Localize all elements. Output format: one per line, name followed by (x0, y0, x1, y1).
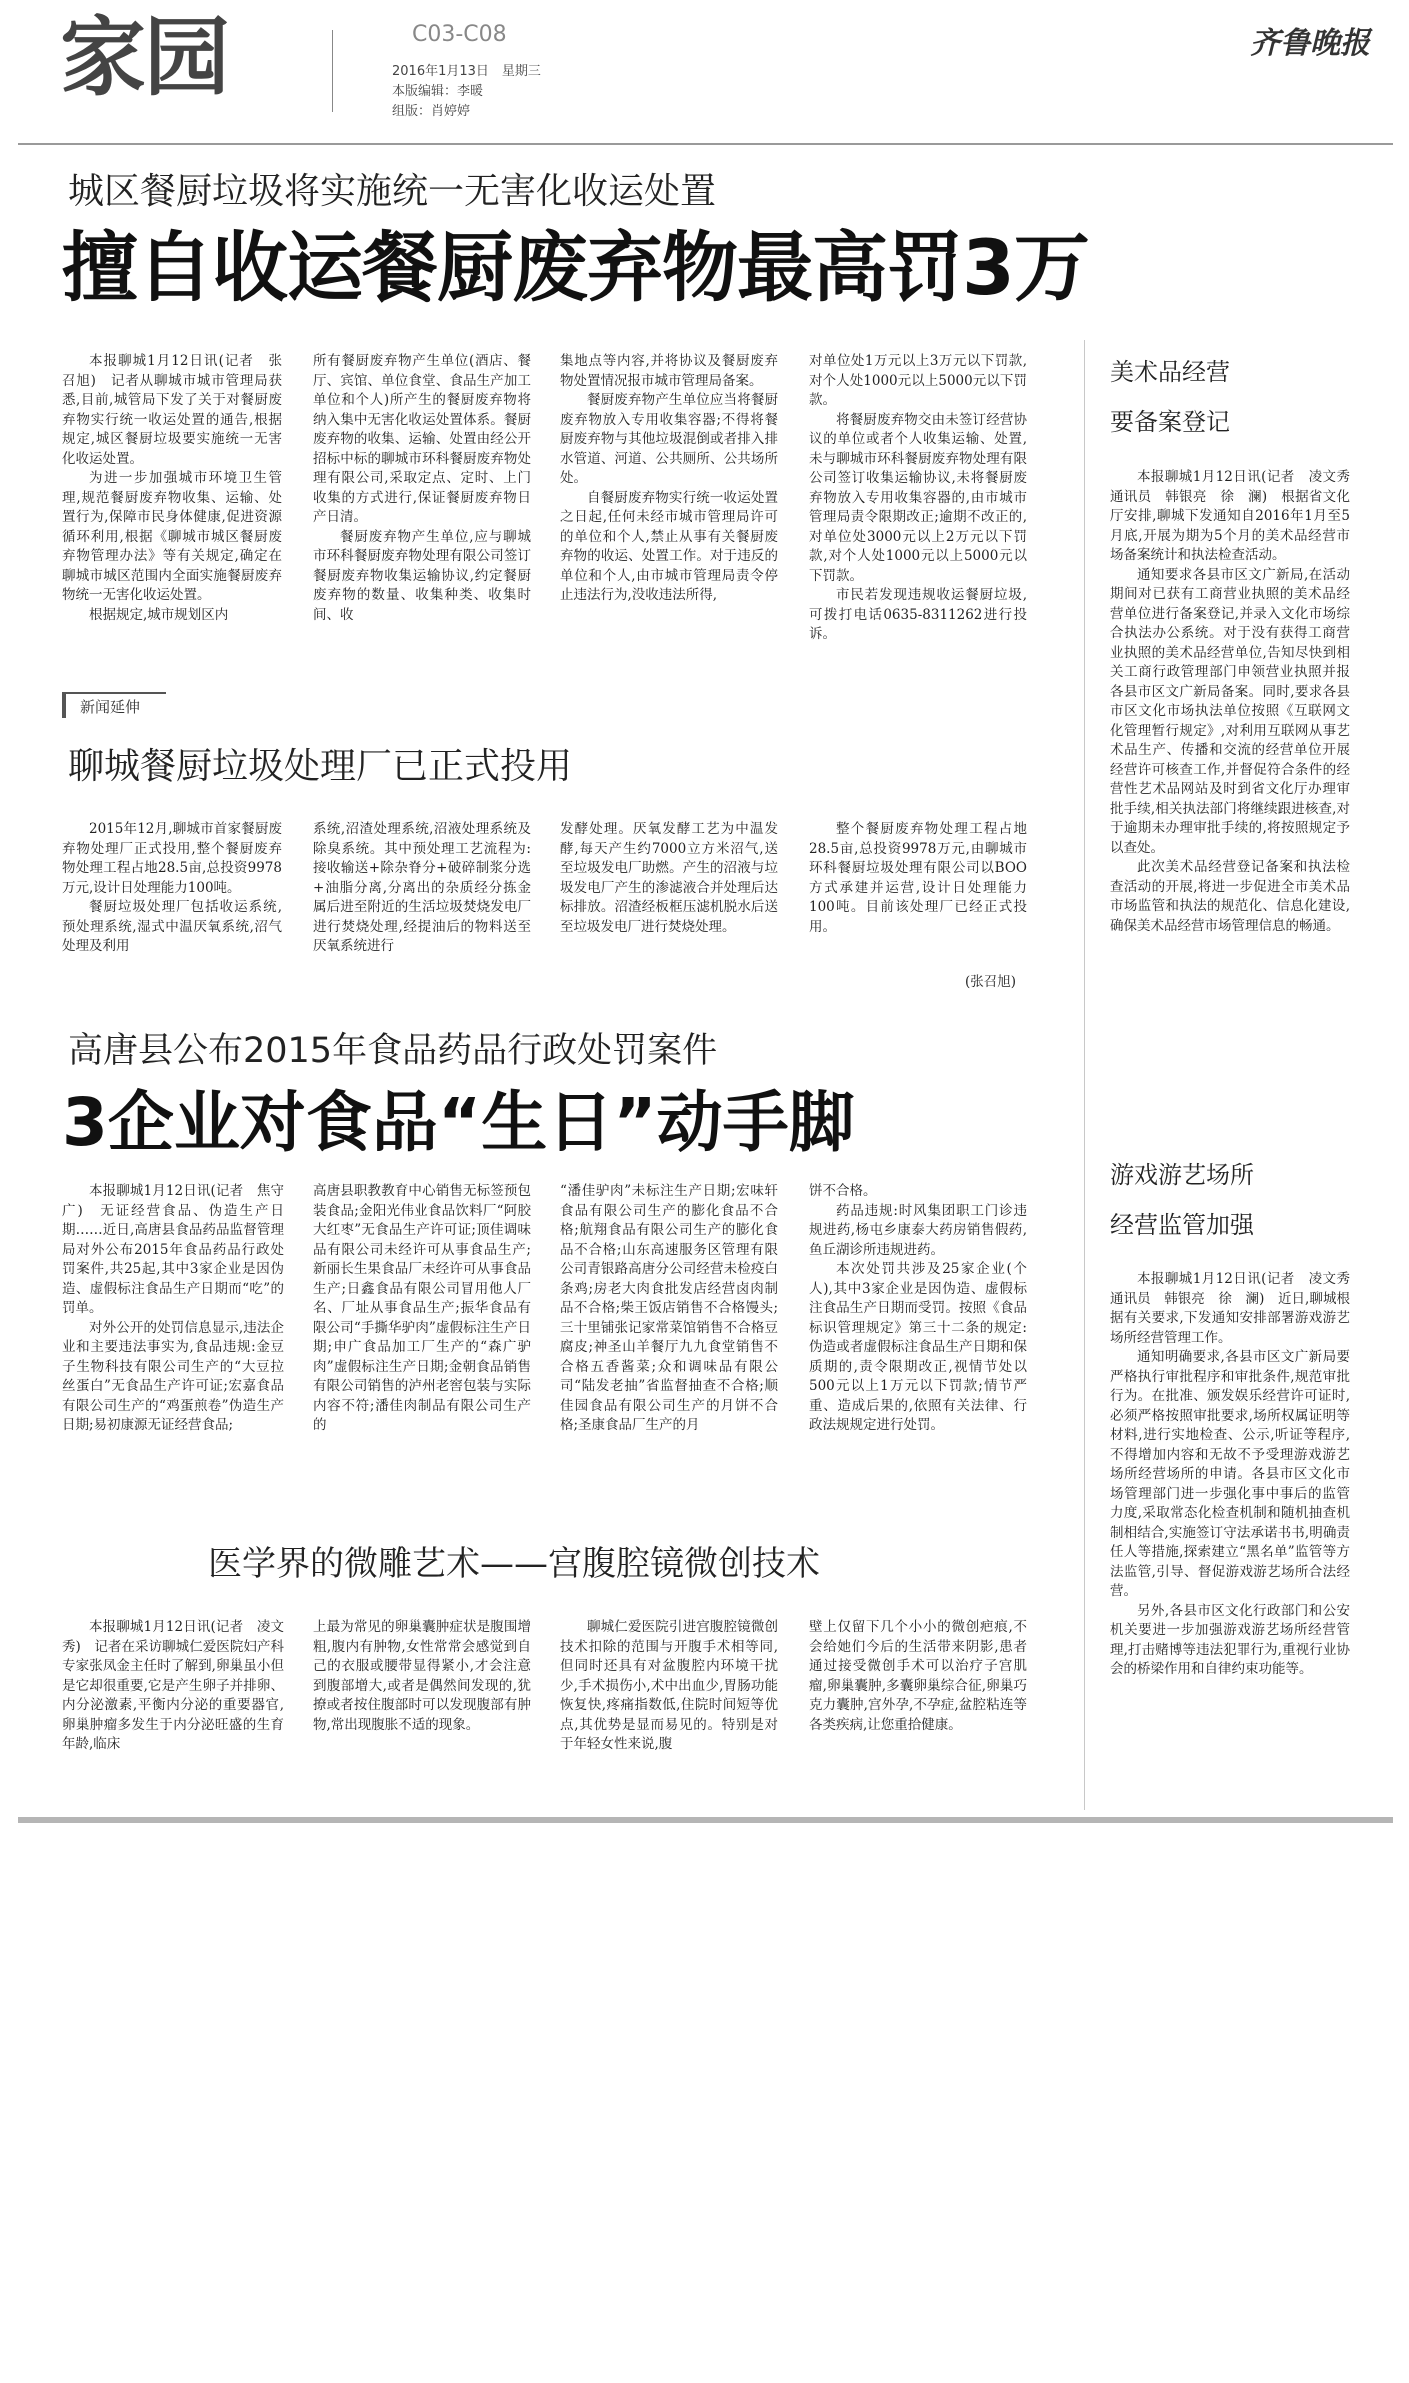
masthead-rule (18, 143, 1393, 145)
paragraph: 自餐厨废弃物实行统一收运处置之日起,任何未经市城市管理局许可的单位和个人,禁止从事有关餐厨废弃物的收运、处置工作。对于违反的单位和个人,由市城市管理局责令停止违法行为,没收违法所得, (560, 489, 778, 603)
story2-column-3 (560, 820, 778, 980)
story3-column-3 (560, 1182, 778, 1522)
sidebar-divider (1084, 340, 1085, 1810)
paragraph: 为进一步加强城市环境卫生管理,规范餐厨废弃物收集、运输、处置行为,保障市民身体健康,促进资源循环利用,根据《聊城市城区餐厨废弃物管理办法》等有关规定,确定在聊城市城区范围内全面实施餐厨废弃物统一无害化收运处置。 (62, 470, 282, 603)
paragraph: 根据规定,城市规划区内 (89, 606, 229, 623)
paragraph: 对单位处1万元以上3万元以下罚款,对个人处1000元以上5000元以下罚款。 (809, 353, 1027, 408)
paragraph: 通知要求各县市区文广新局,在活动期间对已获有工商营业执照的美术品经营单位进行备案登记,并录入文化市场综合执法办公系统。对于没有获得工商营业执照的美术品经营单位,告知尽快到相关工商行政管理部门申领营业执照并报各县市区文广新局备案。同时,要求各县市区文化市场执法单位按照《互联网文化管理暂行规定》,对利用互联网从事艺术品生产、传播和交流的经营单位开展经营许可核查工作,并督促符合条件的经营性艺术品网站及时到省文化厅办理审批手续,相关执法部门将继续跟进核查,对于逾期未办理审批手续的,将按照规定予以查处。 (1110, 566, 1350, 856)
story4-column-2 (313, 1618, 531, 1808)
story3-kicker: 高唐县公布2015年食品药品行政处罚案件 (68, 1031, 718, 1071)
paragraph: 另外,各县市区文化行政部门和公安机关要进一步加强游戏游艺场所经营管理,打击赌博等违法犯罪行为,重视行业协会的桥梁作用和自律约束功能等。 (1110, 1602, 1350, 1677)
paragraph: 高唐县职教教育中心销售无标签预包装食品;金阳光伟业食品饮料厂“阿胶大红枣”无食品生产许可证;顶佳调味品有限公司未经许可从事食品生产;新丽长生果食品厂未经许可从事食品生产;日鑫食品有限公司冒用他人厂名、厂址从事食品生产;振华食品有限公司“手撕华驴肉”虚假标注生产日期;申广食品加工厂生产的“森广驴肉”虚假标注生产日期;金朝食品销售有限公司销售的泸州老窖包装与实际内容不符;潘佳肉制品有限公司生产的 (313, 1183, 531, 1433)
story2-byline: (张召旭) (965, 974, 1017, 990)
paragraph: 本报聊城1月12日讯(记者 凌文秀 通讯员 韩银亮 徐 澜) 根据省文化厅安排,聊城下发通知自2016年1月至5月底,开展为期为5个月的美术品经营市场备案统计和执法检查活动。 (1110, 469, 1364, 563)
side2-headline-line2: 经营监管加强 (1110, 1211, 1254, 1239)
paragraph: 本报聊城1月12日讯(记者 凌文秀) 记者在采访聊城仁爱医院妇产科专家张凤金主任时了解到,卵巢虽小但是它却很重要,它是产生卵子并排卵、内分泌激素,平衡内分泌的重要器官,卵巢肿瘤多发生于内分泌旺盛的生育年龄,临床 (62, 1619, 284, 1752)
side2-body (1110, 1270, 1364, 1800)
story3-headline: 3企业对食品“生日”动手脚 (62, 1084, 855, 1161)
paragraph: 所有餐厨废弃物产生单位(酒店、餐厅、宾馆、单位食堂、食品生产加工单位和个人)所产生的餐厨废弃物将纳入集中无害化收运处置体系。餐厨废弃物的收集、运输、处置由经公开招标中标的聊城市环科餐厨废弃物处理有限公司,采取定点、定时、上门收集的方式进行,保证餐厨废弃物日产日清。 (313, 353, 531, 525)
story3-column-1 (62, 1182, 284, 1522)
paragraph: 对外公开的处罚信息显示,违法企业和主要违法事实为,食品违规:金豆子生物科技有限公司生产的“大豆拉丝蛋白”无食品生产许可证;宏嘉食品有限公司生产的“鸡蛋煎卷”伪造生产日期;易初康源无证经营食品; (62, 1319, 284, 1433)
paragraph: 餐厨废弃物产生单位,应与聊城市环科餐厨废弃物处理有限公司签订餐厨废弃物收集运输协议,约定餐厨废弃物的数量、收集种类、收集时间、收 (313, 528, 531, 623)
story1-headline: 擅自收运餐厨废弃物最高罚3万 (62, 223, 1089, 312)
layout-line: 组版：肖婷婷 (392, 104, 471, 119)
story1-kicker: 城区餐厨垃圾将实施统一无害化收运处置 (68, 171, 717, 212)
paragraph: 本报聊城1月12日讯(记者 凌文秀 通讯员 韩银亮 徐 澜) 近日,聊城根据有关要求,下发通知安排部署游戏游艺场所经营管理工作。 (1110, 1271, 1364, 1346)
side2-headline-line1: 游戏游艺场所 (1110, 1161, 1254, 1189)
paper-logo: 齐鲁晚报 (1250, 26, 1370, 61)
paragraph: 上最为常见的卵巢囊肿症状是腹围增粗,腹内有肿物,女性常常会感觉到自己的衣服或腰带显得紧小,才会注意到腹部增大,或者是偶然间发现的,犹撩或者按住腹部时可以发现腹部有肿物,常出现腹胀不适的现象。 (313, 1619, 531, 1733)
paragraph: 2015年12月,聊城市首家餐厨废弃物处理厂正式投用,整个餐厨废弃物处理工程占地28.5亩,总投资9978万元,设计日处理能力100吨。 (62, 821, 282, 896)
paragraph: 壁上仅留下几个小小的微创疤痕,不会给她们今后的生活带来阴影,患者通过接受微创手术可以治疗子宫肌瘤,卵巢囊肿,多囊卵巢综合征,卵巢巧克力囊肿,宫外孕,不孕症,盆腔粘连等各类疾病,让您重拾健康。 (809, 1619, 1027, 1733)
paragraph: 本次处罚共涉及25家企业(个人),其中3家企业是因伪造、虚假标注食品生产日期而受罚。按照《食品标识管理规定》第三十二条的规定:伪造或者虚假标注食品生产日期和保质期的,责令限期改正,视情节处以500元以上1万元以下罚款;情节严重、造成后果的,依照有关法律、行政法规规定进行处罚。 (809, 1261, 1027, 1433)
masthead (0, 0, 1409, 150)
section-name: 家园 (60, 8, 228, 108)
story1-column-2 (313, 352, 531, 692)
paragraph: 餐厨垃圾处理厂包括收运系统,预处理系统,湿式中温厌氧系统,沼气处理及利用 (62, 899, 282, 954)
story1-column-4 (809, 352, 1027, 692)
paragraph: 通知明确要求,各县市区文广新局要严格执行审批程序和审批条件,规范审批行为。在批准、颁发娱乐经营许可证时,必须严格按照审批要求,场所权属证明等材料,进行实地检查、公示,听证等程序,不得增加内容和无故不予受理游戏游艺场所经营场所的申请。各县市区文化市场管理部门进一步强化事中事后的监管力度,采取常态化检查机制和随机抽查机制相结合,实施签订守法承诺书书,明确责任人等措施,探索建立“黑名单”监管等方法监管,引导、督促游戏游艺场所合法经营。 (1110, 1349, 1350, 1599)
masthead-divider (332, 30, 333, 112)
editor-line: 本版编辑：李暖 (392, 84, 484, 99)
paragraph: 系统,沼渣处理系统,沼液处理系统及除臭系统。其中预处理工艺流程为:接收输送+除杂脊分+破碎制浆分选+油脂分离,分离出的杂质经分拣金属后进至附近的生活垃圾焚烧发电厂进行焚烧处理,经提油后的物料送至厌氧系统进行 (313, 821, 531, 954)
news-extension-text: 新闻延伸 (80, 698, 141, 716)
side1-body (1110, 468, 1364, 1188)
paragraph: 发酵处理。厌氧发酵工艺为中温发酵,每天产生约7000立方米沼气,送至垃圾发电厂助燃。产生的沼液与垃圾发电厂产生的渗滤液合并处理后达标排放。沼渣经板框压滤机脱水后送至垃圾发电厂进行焚烧处理。 (560, 821, 778, 935)
page-range: C03-C08 (412, 22, 507, 47)
paragraph: 本报聊城1月12日讯(记者 张召旭) 记者从聊城市城市管理局获悉,目前,城管局下发了关于对餐厨废弃物实行统一收运处置的通告,根据规定,城区餐厨垃圾要实施统一无害化收运处置。 (62, 353, 282, 467)
paragraph: 饼不合格。 (809, 1183, 877, 1199)
date-line: 2016年1月13日 星期三 (392, 64, 541, 79)
paragraph: 本报聊城1月12日讯(记者 焦守广) 无证经营食品、伪造生产日期……近日,高唐县食品药品监督管理局对外公布2015年食品药品行政处罚案件,共25起,其中3家企业是因伪造、虚假标注食品生产日期而“吃”的罚单。 (62, 1183, 284, 1316)
paragraph: “潘佳驴肉”未标注生产日期;宏味轩食品有限公司生产的膨化食品不合格;航翔食品有限公司生产的膨化食品不合格;山东高速服务区管理有限公司青银路高唐分公司经营未检疫白条鸡;房老大肉食批发店经营卤肉制品不合格;柴王饭店销售不合格馒头;三十里铺张记家常菜馆销售不合格豆腐皮;神圣山羊餐厅九九食堂销售不合格五香酱菜;众和调味品有限公司“陆发老抽”省监督抽查不合格;顺佳园食品有限公司生产的月饼不合格;圣康食品厂生产的月 (560, 1183, 778, 1433)
story4-column-3 (560, 1618, 778, 1808)
story2-column-1 (62, 820, 282, 980)
news-extension-label (62, 692, 166, 718)
story4-headline: 医学界的微雕艺术——宫腹腔镜微创技术 (208, 1544, 820, 1584)
paragraph: 将餐厨废弃物交由未签订经营协议的单位或者个人收集运输、处置,未与聊城市环科餐厨废弃物处理有限公司签订收集运输协议,未将餐厨废弃物放入专用收集容器的,由市城市管理局责令限期改正;逾期不改正的,对单位处3000元以上2万元以下罚款,对个人处1000元以上5000元以下罚款。 (809, 411, 1027, 584)
paragraph: 餐厨废弃物产生单位应当将餐厨废弃物放入专用收集容器;不得将餐厨废弃物与其他垃圾混倒或者排入排水管道、河道、公共厕所、公共场所处。 (560, 392, 778, 486)
story2-headline: 聊城餐厨垃圾处理厂已正式投用 (68, 746, 573, 787)
paragraph: 药品违规:时风集团职工门诊违规进药,杨屯乡康泰大药房销售假药,鱼丘湖诊所违规进药。 (809, 1202, 1027, 1258)
paragraph: 整个餐厨废弃物处理工程占地28.5亩,总投资9978万元,由聊城市环科餐厨垃圾处理有限公司以BOO方式承建并运营,设计日处理能力100吨。目前该处理厂已经正式投用。 (809, 821, 1027, 935)
paragraph: 聊城仁爱医院引进宫腹腔镜微创技术扣除的范围与开腹手术相等同,但同时还具有对盆腹腔内环境干扰少,手术损伤小,术中出血少,胃肠功能恢复快,疼痛指数低,住院时间短等优点,其优势是显而易见的。特别是对于年轻女性来说,腹 (560, 1619, 778, 1752)
paragraph: 集地点等内容,并将协议及餐厨废弃物处置情况报市城市管理局备案。 (560, 353, 778, 389)
story1-column-3 (560, 352, 778, 692)
side1-headline-line1: 美术品经营 (1110, 358, 1230, 386)
story2-column-4 (809, 820, 1027, 980)
sidebar (1110, 355, 1364, 1805)
story4-column-1 (62, 1618, 284, 1808)
story3-column-4 (809, 1182, 1027, 1522)
story3-column-2 (313, 1182, 531, 1522)
paragraph: 此次美术品经营登记备案和执法检查活动的开展,将进一步促进全市美术品市场监管和执法的规范化、信息化建设,确保美术品经营市场管理信息的畅通。 (1110, 859, 1350, 934)
bottom-rule (18, 1817, 1393, 1823)
story1-column-1 (62, 352, 282, 682)
side1-headline-line2: 要备案登记 (1110, 408, 1230, 436)
story4-column-4 (809, 1618, 1027, 1808)
story2-column-2 (313, 820, 531, 980)
paragraph: 市民若发现违规收运餐厨垃圾,可拨打电话0635-8311262进行投诉。 (809, 587, 1027, 642)
